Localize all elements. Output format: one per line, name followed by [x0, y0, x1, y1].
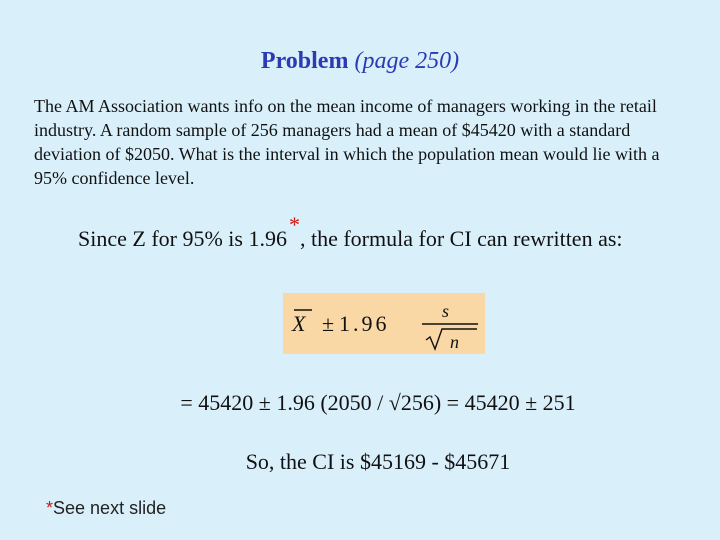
calculation-line	[0, 390, 720, 416]
ci-formula	[283, 293, 485, 354]
plus-minus-sign: ±	[322, 311, 335, 336]
ci-formula-box	[283, 293, 485, 354]
calculation-text: = 45420 ± 1.96 (2050 / √256) = 45420 ± 251	[180, 390, 576, 415]
footnote-text: See next slide	[53, 498, 167, 518]
problem-statement: The AM Association wants info on the mean income of managers working in the retail industry. A random sample of 256 managers had a mean of $45420 with a standard deviation of $2050. What is the interval in which the population mean would lie with a 95% confidence level.	[34, 96, 660, 188]
footnote-star-marker: *	[288, 212, 300, 237]
z-statement-end: , the formula for CI can rewritten as:	[299, 226, 623, 251]
title-page-ref: (page 250)	[354, 48, 460, 74]
mean-symbol: X	[292, 311, 306, 336]
formula-numerator: s	[442, 301, 450, 321]
z-statement-start: Since Z for 95% is 1.96	[78, 226, 287, 251]
title-main: Problem	[260, 48, 349, 74]
ci-result-line	[0, 449, 720, 475]
z-value: 1.96	[339, 311, 390, 336]
footnote-star: *	[46, 498, 54, 518]
slide-title	[0, 48, 720, 75]
formula-denominator: n	[450, 332, 459, 352]
z-value-statement	[78, 212, 623, 252]
footnote	[46, 498, 166, 519]
ci-result-text: So, the CI is $45169 - $45671	[245, 449, 511, 474]
